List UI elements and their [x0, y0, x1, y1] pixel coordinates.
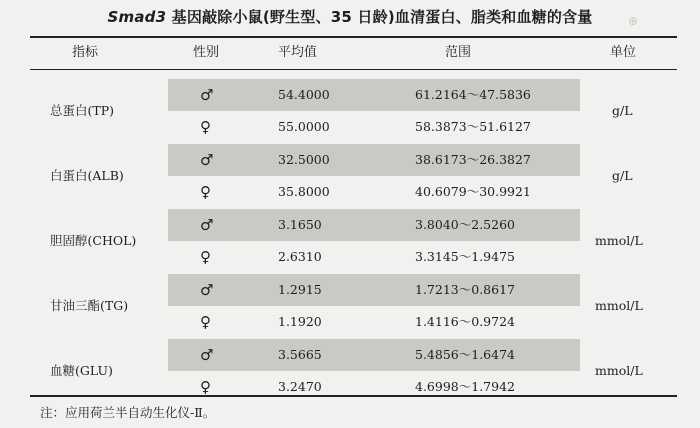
sex-symbol: ♂ — [200, 346, 214, 364]
sex-symbol: ♀ — [200, 118, 211, 136]
range-value: 58.3873～51.6127 — [415, 119, 531, 134]
row-shade — [168, 209, 580, 241]
mean-value: 3.2470 — [278, 379, 322, 394]
unit-value: mmol/L — [595, 363, 643, 378]
header-rule — [30, 69, 677, 70]
mean-value: 55.0000 — [278, 119, 330, 134]
header-unit: 单位 — [610, 45, 637, 60]
bottom-rule — [30, 395, 677, 397]
range-value: 38.6173～26.3827 — [415, 152, 531, 167]
bleed-through-mark: ⊕ — [628, 14, 639, 28]
sex-symbol: ♀ — [200, 248, 211, 266]
header-index: 指标 — [72, 45, 99, 60]
range-value: 3.8040～2.5260 — [415, 217, 515, 232]
table-note: 注：应用荷兰半自动生化仪-Ⅱ。 — [40, 405, 216, 420]
row-shade — [168, 339, 580, 371]
mean-value: 32.5000 — [278, 152, 330, 167]
mean-value: 54.4000 — [278, 87, 330, 102]
sex-symbol: ♀ — [200, 378, 211, 396]
indicator-name: 血糖(GLU) — [50, 363, 113, 378]
unit-value: mmol/L — [595, 233, 643, 248]
range-value: 40.6079～30.9921 — [415, 184, 531, 199]
header-sex: 性别 — [193, 45, 220, 60]
range-value: 5.4856～1.6474 — [415, 347, 515, 362]
range-value: 1.4116～0.9724 — [415, 314, 515, 329]
indicator-name: 胆固醇(CHOL) — [50, 233, 137, 248]
header-mean: 平均值 — [278, 45, 318, 60]
range-value: 61.2164～47.5836 — [415, 87, 531, 102]
indicator-name: 甘油三酯(TG) — [50, 298, 129, 313]
gene-name: Smad3 — [107, 8, 167, 26]
sex-symbol: ♂ — [200, 216, 214, 234]
range-value: 3.3145～1.9475 — [415, 249, 515, 264]
top-rule — [30, 36, 677, 38]
mean-value: 35.8000 — [278, 184, 330, 199]
unit-value: g/L — [612, 103, 633, 118]
header-range: 范围 — [445, 45, 472, 60]
indicator-name: 白蛋白(ALB) — [50, 168, 124, 183]
range-value: 4.6998～1.7942 — [415, 379, 515, 394]
sex-symbol: ♂ — [200, 86, 214, 104]
sex-symbol: ♂ — [200, 281, 214, 299]
mean-value: 1.2915 — [278, 282, 322, 297]
mean-value: 3.1650 — [278, 217, 322, 232]
mean-value: 3.5665 — [278, 347, 322, 362]
mean-value: 2.6310 — [278, 249, 322, 264]
range-value: 1.7213～0.8617 — [415, 282, 515, 297]
mean-value: 1.1920 — [278, 314, 322, 329]
row-shade — [168, 274, 580, 306]
unit-value: g/L — [612, 168, 633, 183]
title-text: 基因敲除小鼠(野生型、35 日龄)血清蛋白、脂类和血糖的含量 — [166, 8, 593, 26]
sex-symbol: ♀ — [200, 313, 211, 331]
sex-symbol: ♀ — [200, 183, 211, 201]
unit-value: mmol/L — [595, 298, 643, 313]
indicator-name: 总蛋白(TP) — [50, 103, 115, 118]
table-title — [0, 6, 700, 27]
sex-symbol: ♂ — [200, 151, 214, 169]
